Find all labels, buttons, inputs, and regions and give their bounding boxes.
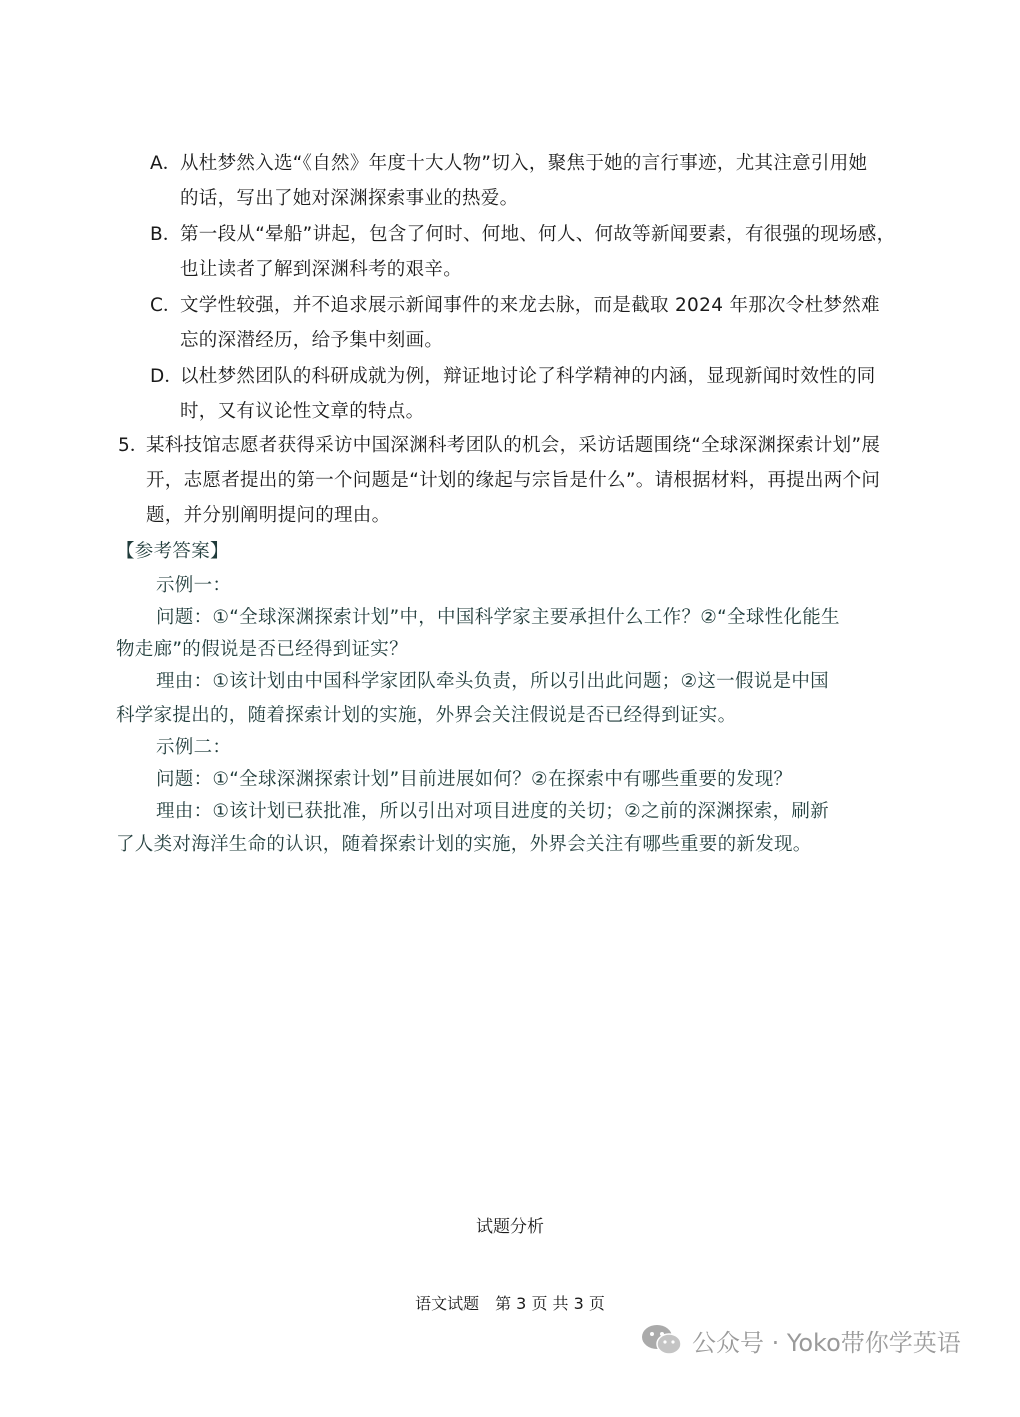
answer-heading: 【参考答案】 xyxy=(116,541,229,562)
option-a-line-2: 的话，写出了她对深渊探索事业的热爱。 xyxy=(180,188,519,209)
watermark xyxy=(640,1320,961,1360)
option-b-line-1: 第一段从“晕船”讲起，包含了何时、何地、何人、何故等新闻要素，有很强的现场感， xyxy=(180,224,896,245)
option-c-line-1: 文学性较强，并不追求展示新闻事件的来龙去脉，而是截取 2024 年那次令杜梦然难 xyxy=(180,295,880,316)
answer-line-1: 示例一： xyxy=(156,575,232,596)
answer-line-2: 问题：①“全球深渊探索计划”中，中国科学家主要承担什么工作？②“全球性化能生 xyxy=(156,607,840,628)
option-b-line-2: 也让读者了解到深渊科考的艰辛。 xyxy=(180,259,463,280)
option-d-line-2: 时，又有议论性文章的特点。 xyxy=(180,401,425,422)
wechat-icon xyxy=(640,1323,684,1357)
question-5-line-1: 某科技馆志愿者获得采访中国深渊科考团队的机会，采访话题围绕“全球深渊探索计划”展 xyxy=(146,435,881,456)
answer-line-3: 物走廊”的假说是否已经得到证实？ xyxy=(116,639,408,660)
option-c-label: C． xyxy=(150,295,182,316)
option-d-label: D． xyxy=(150,366,183,387)
page-footer: 语文试题 第 3 页 共 3 页 xyxy=(415,1294,605,1313)
option-a-label: A． xyxy=(150,153,182,174)
option-a-line-1: 从杜梦然入选“《自然》年度十大人物”切入，聚焦于她的言行事迹，尤其注意引用她 xyxy=(180,153,868,174)
question-5-line-2: 开，志愿者提出的第一个问题是“计划的缘起与宗旨是什么”。请根据材料，再提出两个问 xyxy=(146,470,881,491)
answer-line-4: 理由：①该计划由中国科学家团队牵头负责，所以引出此问题；②这一假说是中国 xyxy=(156,671,829,692)
answer-line-7: 问题：①“全球深渊探索计划”目前进展如何？②在探索中有哪些重要的发现？ xyxy=(156,769,793,790)
option-d-line-1: 以杜梦然团队的科研成就为例，辩证地讨论了科学精神的内涵，显现新闻时效性的同 xyxy=(180,366,876,387)
section-title: 试题分析 xyxy=(476,1217,544,1237)
answer-line-5: 科学家提出的，随着探索计划的实施，外界会关注假说是否已经得到证实。 xyxy=(116,705,737,726)
option-b-label: B． xyxy=(150,224,182,245)
watermark-text: 公众号 · Yoko带你学英语 xyxy=(692,1328,961,1357)
answer-line-9: 了人类对海洋生命的认识，随着探索计划的实施，外界会关注有哪些重要的新发现。 xyxy=(116,834,812,855)
answer-line-6: 示例二： xyxy=(156,737,232,758)
option-c-line-2: 忘的深潜经历，给予集中刻画。 xyxy=(180,330,444,351)
question-5-line-3: 题，并分别阐明提问的理由。 xyxy=(146,505,391,526)
question-5-number: 5． xyxy=(118,435,149,456)
answer-line-8: 理由：①该计划已获批准，所以引出对项目进度的关切；②之前的深渊探索，刷新 xyxy=(156,801,829,822)
